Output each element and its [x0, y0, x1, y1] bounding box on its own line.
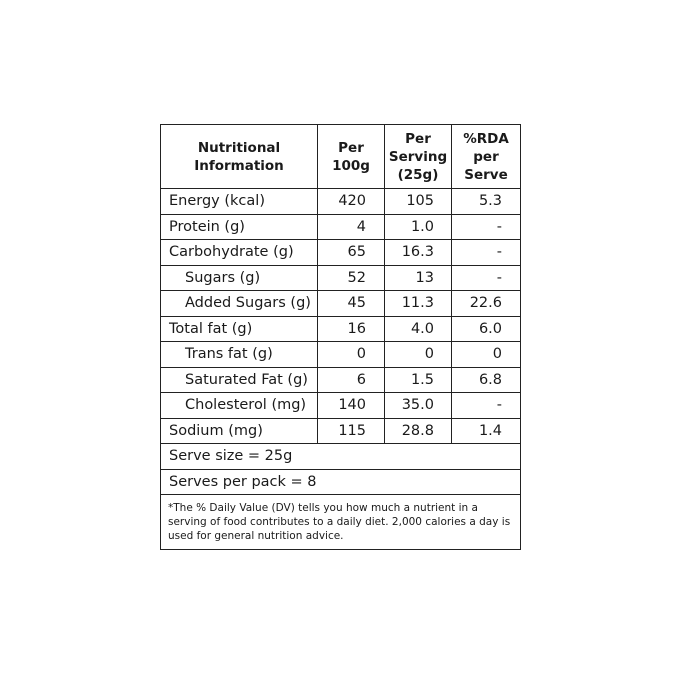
- nutrient-name: Protein (g): [161, 214, 318, 240]
- per-100g-value: 65: [318, 240, 385, 266]
- per-100g-value: 45: [318, 291, 385, 317]
- per-serving-value: 4.0: [385, 316, 452, 342]
- table-header-row: [161, 125, 521, 189]
- rda-value: -: [452, 240, 521, 266]
- per-serving-value: 16.3: [385, 240, 452, 266]
- header-name-line: Nutritional: [197, 139, 281, 156]
- header-per-serving-line: (25g): [397, 166, 439, 183]
- footnote-row: [161, 495, 521, 550]
- nutrient-name: Energy (kcal): [161, 189, 318, 215]
- per-serving-value: 0: [385, 342, 452, 368]
- header-per-100g-line: Per: [338, 139, 364, 156]
- rda-value: 22.6: [452, 291, 521, 317]
- per-100g-value: 16: [318, 316, 385, 342]
- nutrient-name: Carbohydrate (g): [161, 240, 318, 266]
- rda-value: 0: [452, 342, 521, 368]
- per-serving-value: 13: [385, 265, 452, 291]
- header-rda-per-serve: [452, 125, 521, 189]
- table-row: [161, 342, 521, 368]
- nutrient-name: Sugars (g): [161, 265, 318, 291]
- nutrient-name: Saturated Fat (g): [161, 367, 318, 393]
- serve-size-text: Serve size = 25g: [161, 444, 521, 470]
- header-per-100g-line: 100g: [332, 157, 370, 174]
- header-per-100g: [318, 125, 385, 189]
- per-serving-value: 105: [385, 189, 452, 215]
- per-100g-value: 4: [318, 214, 385, 240]
- nutrient-name: Added Sugars (g): [161, 291, 318, 317]
- per-serving-value: 35.0: [385, 393, 452, 419]
- nutrient-name: Sodium (mg): [161, 418, 318, 444]
- table-row: [161, 189, 521, 215]
- table-row: [161, 316, 521, 342]
- header-name-line: Information: [194, 157, 284, 174]
- header-nutritional-information: [161, 125, 318, 189]
- table-row: [161, 240, 521, 266]
- nutrition-facts-table: [160, 124, 521, 550]
- header-per-serving: [385, 125, 452, 189]
- per-serving-value: 28.8: [385, 418, 452, 444]
- table-row: [161, 265, 521, 291]
- per-100g-value: 52: [318, 265, 385, 291]
- table-row: [161, 418, 521, 444]
- rda-value: 5.3: [452, 189, 521, 215]
- table-row: [161, 214, 521, 240]
- table-row: [161, 291, 521, 317]
- header-per-serving-line: Serving: [388, 148, 448, 165]
- per-100g-value: 420: [318, 189, 385, 215]
- rda-value: -: [452, 393, 521, 419]
- serve-size-row: [161, 444, 521, 470]
- footnote-text: *The % Daily Value (DV) tells you how much a nutrient in a serving of food contributes to a daily diet. 2,000 calories a day is used for general nutrition advice.: [161, 495, 521, 550]
- rda-value: 6.8: [452, 367, 521, 393]
- nutrient-name: Trans fat (g): [161, 342, 318, 368]
- per-100g-value: 140: [318, 393, 385, 419]
- table-row: [161, 393, 521, 419]
- rda-value: 6.0: [452, 316, 521, 342]
- per-serving-value: 11.3: [385, 291, 452, 317]
- per-serving-value: 1.0: [385, 214, 452, 240]
- nutrient-name: Total fat (g): [161, 316, 318, 342]
- serves-per-pack-row: [161, 469, 521, 495]
- per-100g-value: 6: [318, 367, 385, 393]
- per-serving-value: 1.5: [385, 367, 452, 393]
- rda-value: 1.4: [452, 418, 521, 444]
- per-100g-value: 0: [318, 342, 385, 368]
- header-rda-line: Serve: [464, 166, 508, 183]
- table-row: [161, 367, 521, 393]
- nutrient-rows: [161, 189, 521, 444]
- nutrient-name: Cholesterol (mg): [161, 393, 318, 419]
- per-100g-value: 115: [318, 418, 385, 444]
- header-per-serving-line: Per: [405, 130, 431, 147]
- rda-value: -: [452, 214, 521, 240]
- serves-per-pack-text: Serves per pack = 8: [161, 469, 521, 495]
- header-rda-line: per: [473, 148, 499, 165]
- header-rda-line: %RDA: [463, 130, 509, 147]
- rda-value: -: [452, 265, 521, 291]
